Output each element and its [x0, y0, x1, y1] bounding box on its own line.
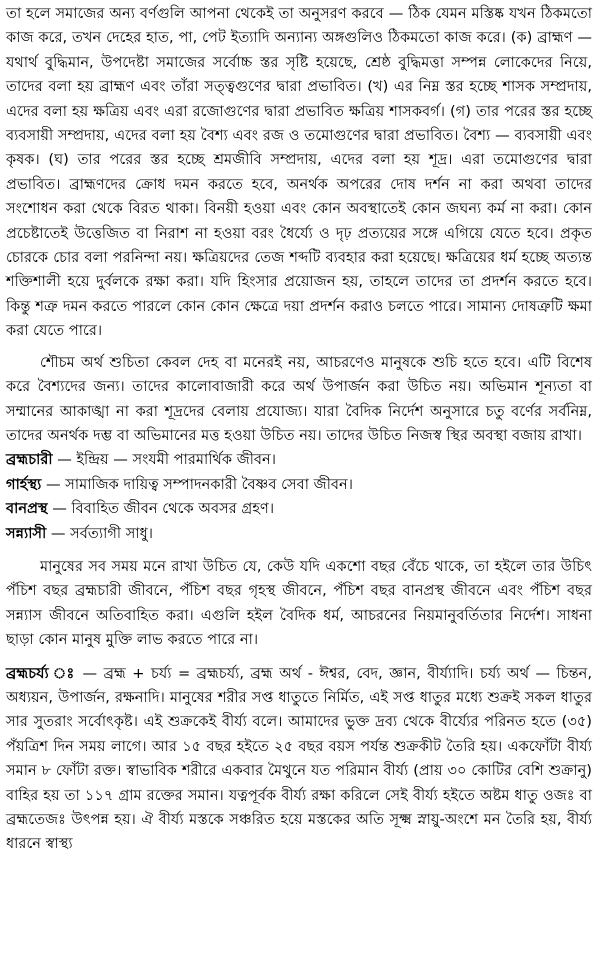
definition-text: — সর্বত্যাগী সাধু।	[46, 524, 153, 542]
brahmacharya-term: ব্রহ্মচর্য্য ঃ	[6, 664, 77, 682]
definition-garhasthya	[6, 473, 592, 497]
definition-brahmachari	[6, 448, 592, 472]
brahmacharya-text: — ব্রহ্ম + চর্য্য = ব্রহ্মচর্য্য, ব্রহ্ম অর্থ - ঈশ্বর, বেদ, জ্ঞান, বীর্য্যাদি। চর্য্য অর্থ — চিন্তন, অধ্যয়ন, উপার্জন, রক্ষনাদি। মানুষের শরীর সপ্ত ধাতুতে নির্মিত, এই সপ্ত ধাতুর মধ্যে শুক্রই সকল ধাতুর সার সুতরাং সর্বোৎকৃষ্ট। এই শুক্রকেই বীর্য্য বলে। আমাদের ভুক্ত দ্রব্য থেকে বীর্য্যের পরিনত হতে (৩৫) পঁয়ত্রিশ দিন সময় লাগে। আর ১৫ বছর হইতে ২৫ বছর বয়স পর্যন্ত শুক্রকীট তৈরি হয়। একফোঁটা বীর্য্য সমান ৮ ফোঁটা রক্ত। স্বাভাবিক শরীরে একবার মৈথুনে যত পরিমান বীর্য্য (প্রায় ৩০ কোটির বেশি শুক্রানু) বাহির হয় তা ১১৭ গ্রাম রক্তের সমান। যত্নপূর্বক বীর্য্য রক্ষা করিলে সেই বীর্য্য হইতে অষ্টম ধাতু ওজঃ বা ব্রহ্মতেজঃ উৎপন্ন হয়। ঐ বীর্য্য মস্তকে সঞ্চরিত হয়ে মস্তকের অতি সূক্ষ্ম স্নায়ু-অংশে মন তৈরি হয়, বীর্য্য ধারনে স্বাস্থ্য	[6, 664, 593, 853]
paragraph-ashrama-stages: মানুষের সব সময় মনে রাখা উচিত যে, কেউ যদি একশো বছর বেঁচে থাকে, তা হইলে তার উচিৎ পঁচিশ বছর ব্রহ্মচারী জীবনে, পঁচিশ বছর গৃহস্থ জীবনে, পঁচিশ বছর বানপ্রস্থ জীবনে এবং পঁচিশ বছর সন্ন্যাস জীবনে অতিবাহিত করা। এগুলি হইল বৈদিক ধর্ম, আচরনের নিয়মানুবর্তিতার নির্দেশ। সাধনা ছাড়া কোন মানুষ মুক্তি লাভ করতে পারে না।	[6, 557, 592, 649]
definition-term: বানপ্রস্থ	[6, 500, 48, 518]
definition-term: সন্ন্যাসী	[6, 524, 47, 542]
definition-text: — বিবাহিত জীবন থেকে অবসর গ্রহণ।	[47, 500, 275, 518]
definition-vanaprastha	[6, 497, 592, 521]
definition-term: ব্রহ্মচারী	[6, 451, 53, 469]
definition-term: গার্হস্থ্য	[6, 475, 42, 493]
paragraph-shaucham: শৌচম অর্থ শুচিতা কেবল দেহ বা মনেরই নয়, আচরণেও মানুষকে শুচি হতে হবে। এটি বিশেষ করে বৈশ্যদের জন্য। তাদের কালোবাজারী করে অর্থ উপার্জন করা উচিত নয়। অভিমান শূন্যতা বা সম্মানের আকাঙ্খা না করা শূদ্রদের বেলায় প্রযোজ্য। যারা বৈদিক নির্দেশ অনুসারে চতু বর্ণের সর্বনিম্ন, তাদের অনর্থক দম্ভ বা অভিমানের মত্ত হওয়া উচিত নয়। তাদের উচিত নিজস্ব স্থির অবস্থা বজায় রাখা।	[6, 353, 592, 444]
paragraph-brahmacharya	[6, 662, 592, 857]
definition-sannyasi	[6, 522, 592, 546]
paragraph-varna-duties: তা হলে সমাজের অন্য বর্ণগুলি আপনা থেকেই তা অনুসরণ করবে — ঠিক যেমন মস্তিষ্ক যখন ঠিকমতো কাজ করে, তখন দেহের হাত, পা, পেট ইত্যাদি অন্যান্য অঙ্গগুলিও ঠিকমতো কাজ করে। (ক) ব্রাহ্মণ — যথার্থ বুদ্ধিমান, উপদেষ্টা সমাজের সর্বোচ্চ স্তর সৃষ্টি হয়েছে, শ্রেষ্ঠ বুদ্ধিমত্তা সম্পন্ন লোকেদের নিয়ে, তাদের বলা হয় ব্রাহ্মণ এবং তাঁরা সত্ত্বগুণের দ্বারা প্রভাবিত। (খ) এর নিম্ন স্তর হচ্ছে শাসক সম্প্রদায়, এদের বলা হয় ক্ষত্রিয় এবং এরা রজোগুণের দ্বারা প্রভাবিত ক্ষত্রিয় শাসকবর্গ। (গ) তার পরের স্তর হচ্ছে ব্যবসায়ী সম্প্রদায়, এদের বলা হয় বৈশ্য এবং রজ ও তমোগুণের দ্বারা প্রভাবিত। বৈশ্য — ব্যবসায়ী এবং কৃষক। (ঘ) তার পরের স্তর হচ্ছে শ্রমজীবি সম্প্রদায়, এদের বলা হয় শূদ্র। এরা তমোগুণের দ্বারা প্রভাবিত। ব্রাহ্মণদের ক্রোধ দমন করতে হবে, অনর্থক অপরের দোষ দর্শন না করা অথবা তাদের সংশোধন করা থেকে বিরত থাকা। বিনয়ী হওয়া এবং কোন অবস্থাতেই কোন জঘন্য কর্ম না করা। কোন প্রচেষ্টাতেই উত্তেজিত বা নিরাশ না হওয়া বরং ধৈর্য্যে ও দৃঢ় প্রত্যয়ের সঙ্গে এগিয়ে যেতে হবে। প্রকৃত চোরকে চোর বলা পরনিন্দা নয়। ক্ষত্রিয়দের তেজ শব্দটি ব্যবহার করা হয়েছে। ক্ষত্রিয়ের ধর্ম হচ্ছে অত্যন্ত শক্তিশালী হয়ে দুর্বলকে রক্ষা করা। যদি হিংসার প্রয়োজন হয়, তাহলে তাদের তা প্রদর্শন করতে হবে। কিন্তু শত্রু দমন করতে পারলে কোন কোন ক্ষেত্রে দয়া প্রদর্শন করাও চলতে পারে। সামান্য দোষত্রুটি ক্ষমা করা যেতে পারে।	[6, 5, 592, 340]
definition-text: — সামাজিক দায়িত্ব সম্পাদনকারী বৈষ্ণব সেবা জীবন।	[41, 475, 353, 493]
definition-text: — ইন্দ্রিয় — সংযমী পারমার্থিক জীবন।	[52, 451, 276, 469]
